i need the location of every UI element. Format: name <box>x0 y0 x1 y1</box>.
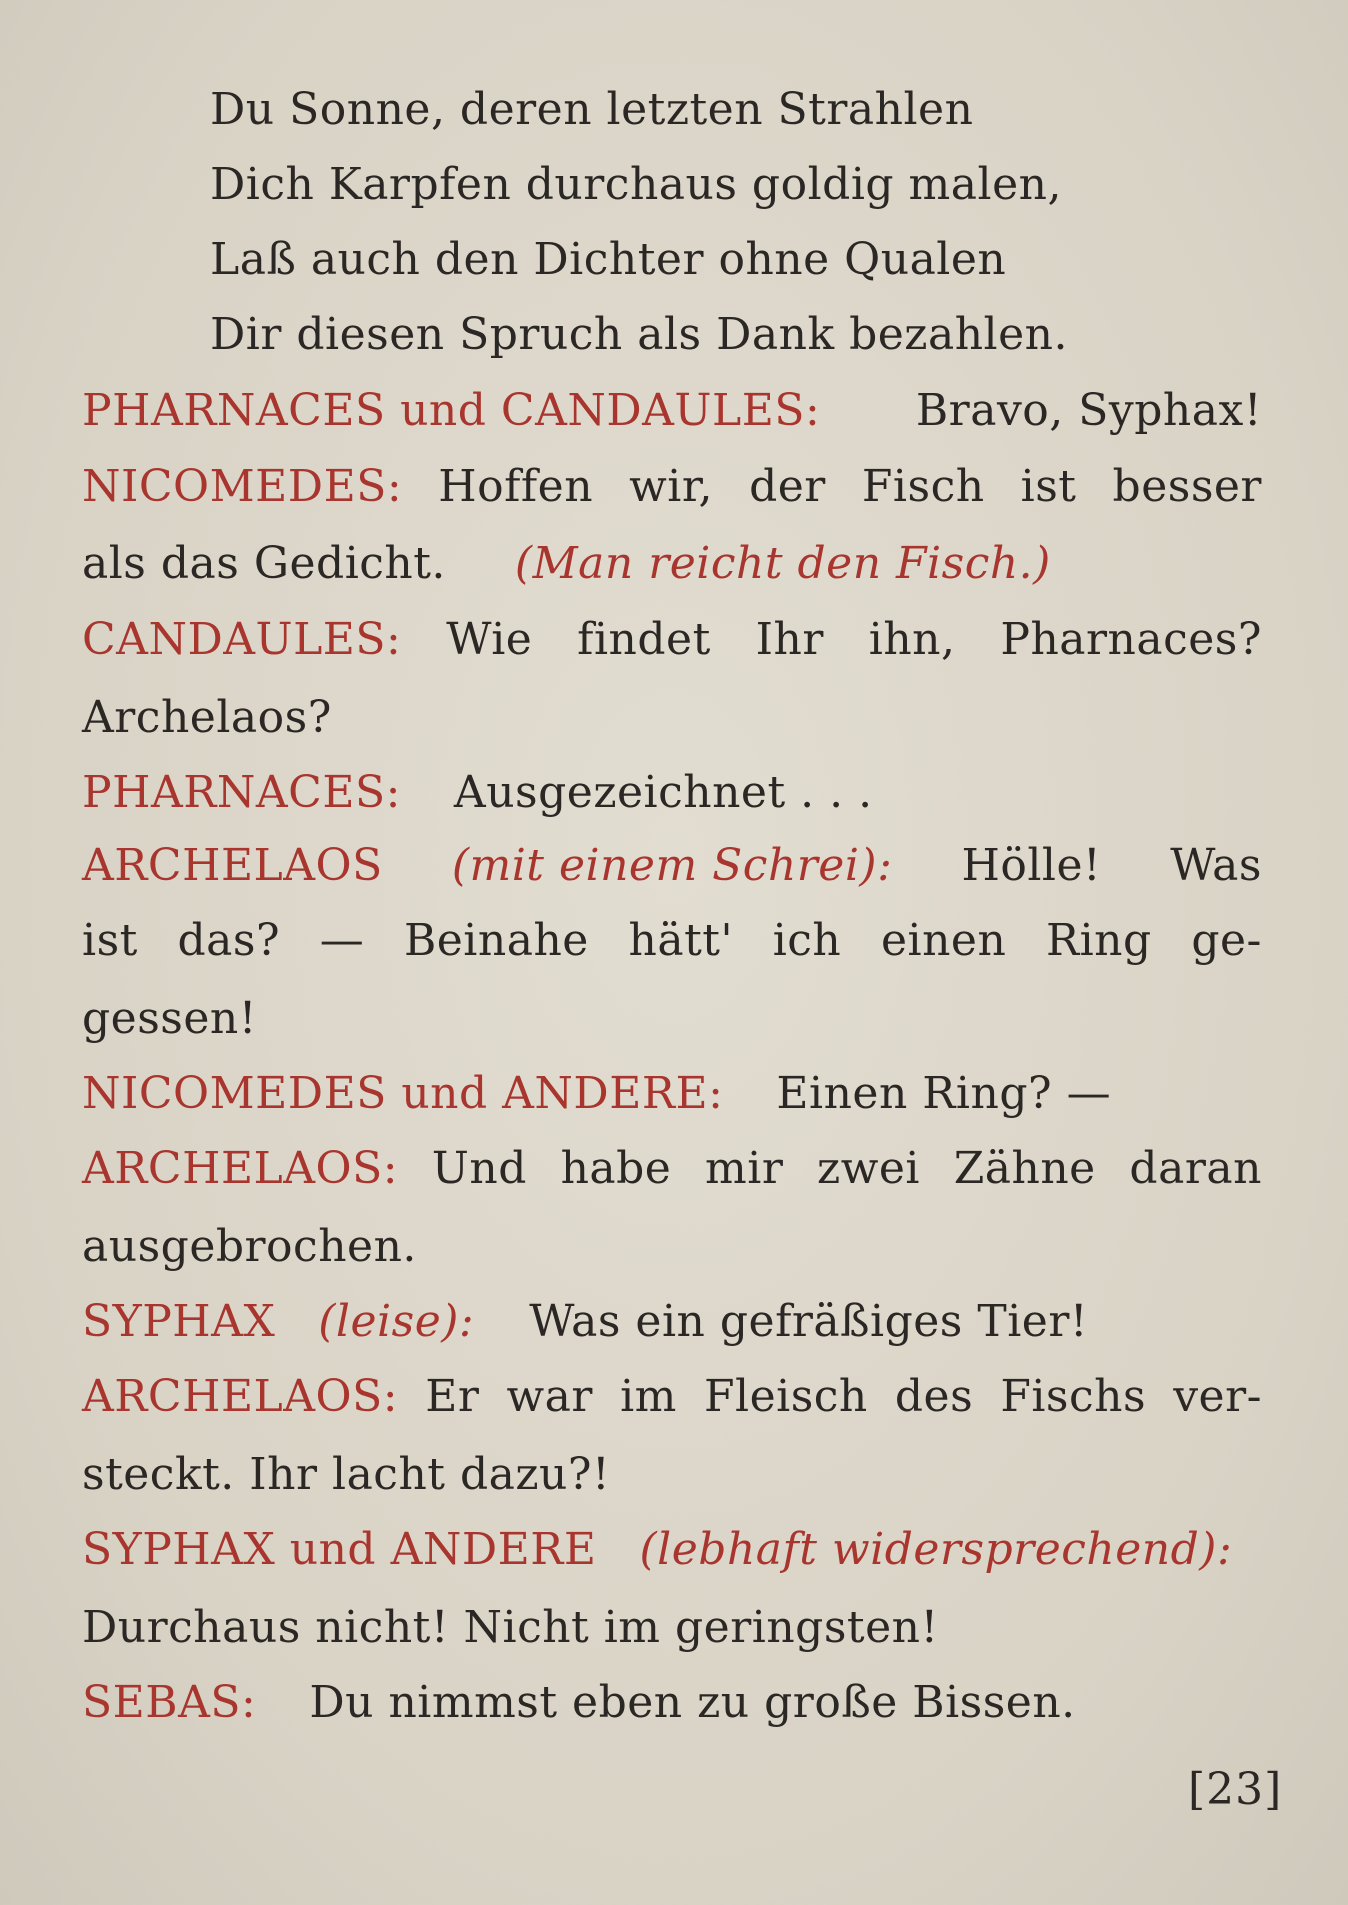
dialogue-line <box>82 838 1262 894</box>
speaker-name: NICOMEDES und ANDERE: <box>82 1068 724 1119</box>
dialogue-text: Einen Ring? — <box>776 1068 1112 1119</box>
word: ver- <box>1173 1371 1262 1422</box>
stage-direction: (mit einem Schrei): <box>451 840 893 891</box>
dialogue-text: Du nimmst eben zu große Bissen. <box>309 1677 1076 1728</box>
speaker-name: PHARNACES: <box>82 767 401 818</box>
word: ich <box>772 915 842 966</box>
dialogue-line <box>82 1522 1262 1578</box>
dialogue-line <box>82 1294 1262 1350</box>
stage-direction: (leise): <box>318 1296 475 1347</box>
word: Fleisch <box>703 1371 868 1422</box>
word: Was <box>1170 840 1262 891</box>
word: ihn, <box>868 614 956 665</box>
word: daran <box>1129 1143 1262 1194</box>
poem-line-4: Dir diesen Spruch als Dank bezahlen. <box>210 309 1068 360</box>
dialogue-line <box>82 459 1262 515</box>
word: einen <box>880 915 1007 966</box>
dialogue-line <box>82 1141 1262 1197</box>
word: Und <box>431 1143 527 1194</box>
dialogue-text: Ausgezeichnet . . . <box>453 767 873 818</box>
dialogue-text: Was ein gefräßiges Tier! <box>529 1296 1089 1347</box>
speaker-name: SYPHAX <box>82 1296 276 1347</box>
word: ist <box>1020 461 1077 512</box>
dialogue-line: Archelaos? <box>82 692 332 743</box>
stage-direction: (lebhaft widersprechend): <box>639 1524 1233 1575</box>
word: Beinahe <box>403 915 589 966</box>
word: ge- <box>1191 915 1262 966</box>
word: Fischs <box>1000 1371 1147 1422</box>
word: wir, <box>629 461 714 512</box>
word: des <box>894 1371 974 1422</box>
dialogue-line <box>82 612 1262 668</box>
word: ist <box>82 915 138 966</box>
word: Er <box>425 1371 480 1422</box>
speaker-name: NICOMEDES: <box>82 461 403 512</box>
word: Pharnaces? <box>1000 614 1262 665</box>
poem-line-1: Du Sonne, deren letzten Strahlen <box>210 84 974 135</box>
dialogue-line <box>82 913 1262 969</box>
dialogue-line: steckt. Ihr lacht dazu?! <box>82 1449 611 1500</box>
word: im <box>620 1371 677 1422</box>
speaker-name: PHARNACES und CANDAULES: <box>82 385 821 436</box>
speaker-name: SYPHAX und ANDERE <box>82 1524 597 1575</box>
word: habe <box>560 1143 672 1194</box>
dialogue-line <box>82 765 1262 821</box>
word: mir <box>705 1143 784 1194</box>
dialogue-line: Durchaus nicht! Nicht im geringsten! <box>82 1602 939 1653</box>
word: Hölle! <box>961 840 1102 891</box>
speaker-name: SEBAS: <box>82 1677 257 1728</box>
dialogue-line <box>82 1369 1262 1425</box>
page-number: [23] <box>1188 1764 1283 1815</box>
word: Hoffen <box>438 461 594 512</box>
word: findet <box>577 614 711 665</box>
word: Ring <box>1045 915 1152 966</box>
word: besser <box>1112 461 1262 512</box>
word: Fisch <box>861 461 985 512</box>
dialogue-line <box>82 536 1262 592</box>
dialogue-line <box>82 1066 1262 1122</box>
dialogue-line <box>82 1675 1262 1731</box>
speaker-name: CANDAULES: <box>82 614 402 665</box>
speaker-name: ARCHELAOS: <box>82 1371 399 1422</box>
dialogue-line <box>82 383 1262 439</box>
dialogue-line: ausgebrochen. <box>82 1221 417 1272</box>
speaker-name: ARCHELAOS: <box>82 1143 399 1194</box>
word: — <box>319 915 365 966</box>
word: das? <box>177 915 281 966</box>
stage-direction: (Man reicht den Fisch.) <box>514 538 1051 589</box>
dialogue-text: als das Gedicht. <box>82 538 446 589</box>
poem-line-2: Dich Karpfen durchaus goldig malen, <box>210 159 1062 210</box>
dialogue-line: gessen! <box>82 993 257 1044</box>
word: der <box>749 461 826 512</box>
speaker-name: ARCHELAOS <box>82 840 383 891</box>
word: Wie <box>446 614 533 665</box>
poem-line-3: Laß auch den Dichter ohne Qualen <box>210 234 1007 285</box>
word: zwei <box>817 1143 921 1194</box>
word: Ihr <box>755 614 824 665</box>
dialogue-text: Bravo, Syphax! <box>915 385 1262 436</box>
word: war <box>506 1371 593 1422</box>
word: Zähne <box>953 1143 1096 1194</box>
word: hätt' <box>628 915 734 966</box>
